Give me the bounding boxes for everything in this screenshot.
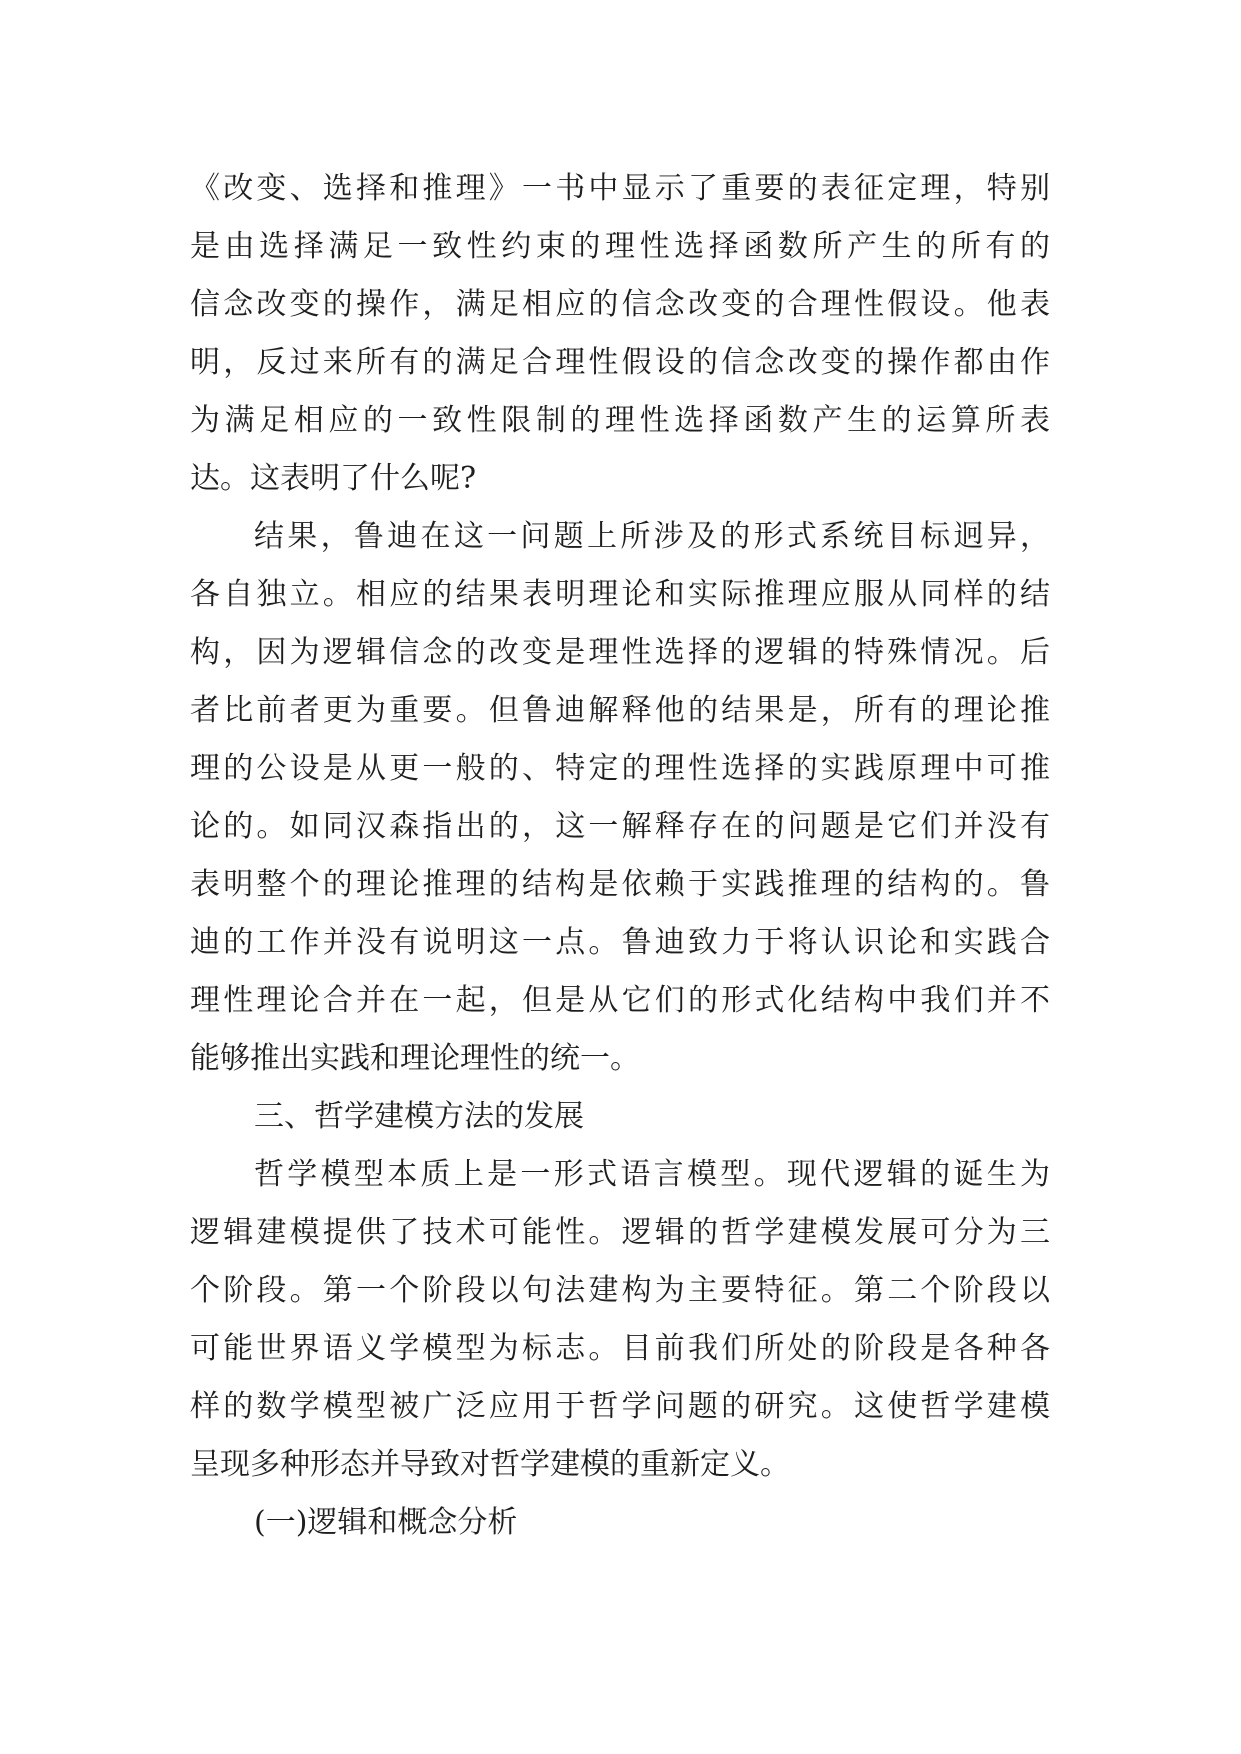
text-line: 《改变、选择和推理》一书中显示了重要的表征定理，特别 [190, 171, 1050, 206]
text-line: 论的。如同汉森指出的，这一解释存在的问题是它们并没有 [190, 809, 1050, 844]
text-line: 哲学模型本质上是一形式语言模型。现代逻辑的诞生为 [254, 1157, 1050, 1192]
subsection-heading [190, 1494, 1050, 1552]
text-line: 各自独立。相应的结果表明理论和实际推理应服从同样的结 [190, 577, 1050, 612]
text-line: 迪的工作并没有说明这一点。鲁迪致力于将认识论和实践合 [190, 925, 1050, 960]
text-line: 逻辑建模提供了技术可能性。逻辑的哲学建模发展可分为三 [190, 1215, 1050, 1250]
subsection-heading-text: (一)逻辑和概念分析 [254, 1505, 518, 1540]
paragraph-1 [190, 160, 1050, 508]
text-line: 者比前者更为重要。但鲁迪解释他的结果是，所有的理论推 [190, 693, 1050, 728]
text-line: 表明整个的理论推理的结构是依赖于实践推理的结构的。鲁 [190, 867, 1050, 902]
text-line: 理的公设是从更一般的、特定的理性选择的实践原理中可推 [190, 751, 1050, 786]
paragraph-2 [190, 508, 1050, 1088]
document-page [190, 160, 1050, 1552]
text-line: 样的数学模型被广泛应用于哲学问题的研究。这使哲学建模 [190, 1389, 1050, 1424]
text-line: 可能世界语义学模型为标志。目前我们所处的阶段是各种各 [190, 1331, 1050, 1366]
text-line: 信念改变的操作，满足相应的信念改变的合理性假设。他表 [190, 287, 1050, 322]
section-heading-text: 三、哲学建模方法的发展 [254, 1099, 584, 1134]
text-line: 呈现多种形态并导致对哲学建模的重新定义。 [190, 1447, 790, 1482]
text-line: 为满足相应的一致性限制的理性选择函数产生的运算所表 [190, 403, 1050, 438]
text-line: 是由选择满足一致性约束的理性选择函数所产生的所有的 [190, 229, 1050, 264]
text-line: 达。这表明了什么呢? [190, 461, 477, 496]
text-line: 个阶段。第一个阶段以句法建构为主要特征。第二个阶段以 [190, 1273, 1050, 1308]
paragraph-3 [190, 1146, 1050, 1494]
text-line: 明，反过来所有的满足合理性假设的信念改变的操作都由作 [190, 345, 1050, 380]
text-line: 能够推出实践和理论理性的统一。 [190, 1041, 640, 1076]
text-line: 构，因为逻辑信念的改变是理性选择的逻辑的特殊情况。后 [190, 635, 1050, 670]
section-heading [190, 1088, 1050, 1146]
text-line: 结果，鲁迪在这一问题上所涉及的形式系统目标迥异， [254, 519, 1050, 554]
text-line: 理性理论合并在一起，但是从它们的形式化结构中我们并不 [190, 983, 1050, 1018]
